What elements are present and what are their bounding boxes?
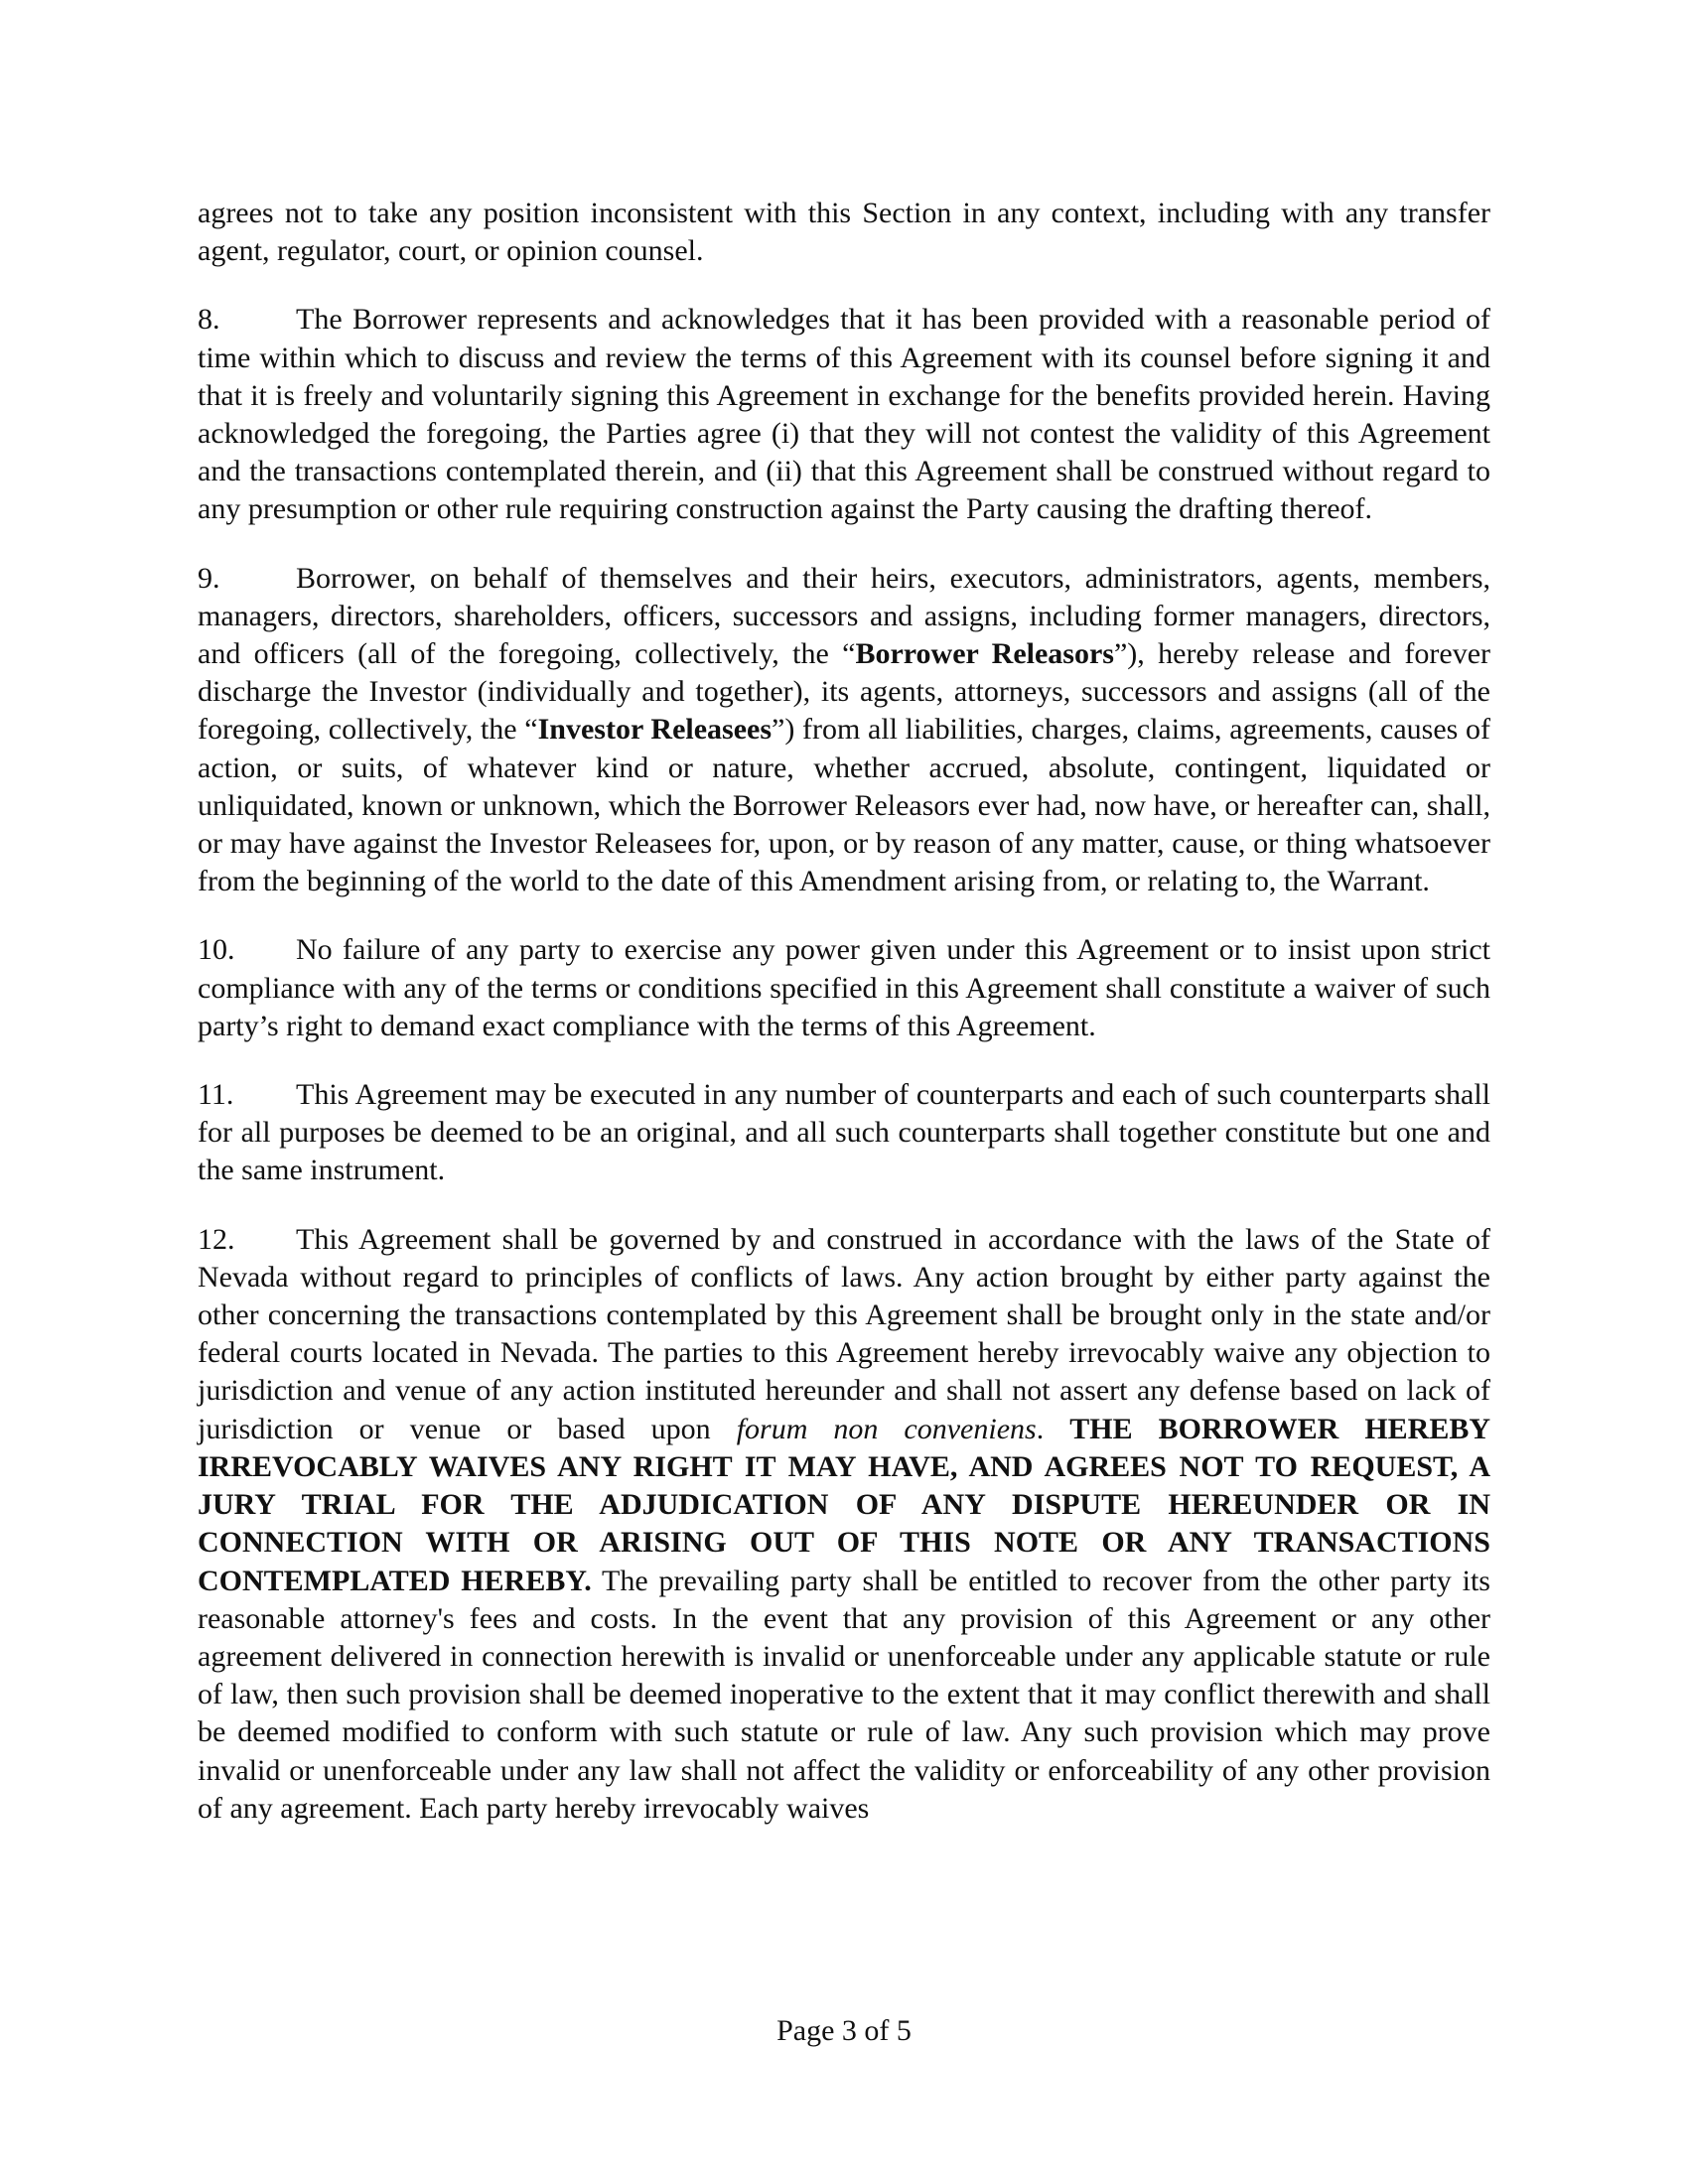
paragraph-text: No failure of any party to exercise any power given under this Agreement or to insist upon strict compliance with any of the terms or conditions specified in this Agreement shall constitute a waiver of such party’s right to demand exact compliance with the terms of this Agreement. — [198, 933, 1490, 1042]
paragraph-11 — [198, 1076, 1490, 1190]
paragraph-10 — [198, 931, 1490, 1045]
defined-term-investor-releasees: Investor Releasees — [537, 713, 773, 747]
paragraph-text: Borrower, on behalf of themselves and their heirs, executors, administrators, agents, members, managers, directors, shareholders, officers, successors and assigns, including former managers, directors, and officers (all of the foregoing, collectively, the “ — [198, 561, 1490, 671]
paragraph-text: This Agreement shall be governed by and construed in accordance with the laws of the State of Nevada without regard to principles of conflicts of laws. Any action brought by either party against the other concerning the transactions contemplated by this Agreement shall be brought only in the state and/or federal courts located in Nevada. The parties to this Agreement hereby irrevocably waive any objection to jurisdiction and venue of any action instituted hereunder and shall not assert any defense based on lack of jurisdiction or venue or based upon — [198, 1222, 1490, 1445]
document-page — [198, 195, 1490, 1858]
page-number: Page 3 of 5 — [776, 2014, 912, 2047]
defined-term-borrower-releasors: Borrower Releasors — [855, 637, 1114, 671]
paragraph-number: 12. — [198, 1222, 235, 1256]
jury-waiver-clause: THE BORROWER HEREBY IRREVOCABLY WAIVES ANY RIGHT IT MAY HAVE, AND AGREES NOT TO REQUEST, A JURY TRIAL FOR THE ADJUDICATION OF ANY DISPUTE HEREUNDER OR IN CONNECTION WITH OR ARISING OUT OF THIS NOTE OR ANY TRANSACTIONS CONTEMPLATED HEREBY. — [198, 1412, 1491, 1597]
paragraph-number: 8. — [198, 303, 220, 337]
paragraph-8 — [198, 301, 1490, 528]
paragraph-text: agrees not to take any position inconsistent with this Section in any context, including with any transfer agent, regulator, court, or opinion counsel. — [198, 197, 1490, 268]
paragraph-text: ”), hereby release and forever discharge the Investor (individually and together), its agents, attorneys, successors and assigns (all of the foregoing, collectively, the “ — [198, 637, 1491, 747]
paragraph-number: 9. — [198, 561, 220, 595]
paragraph-9 — [198, 560, 1490, 901]
italic-phrase-forum-non-conveniens: forum non conveniens — [736, 1412, 1037, 1445]
paragraph-text: The Borrower represents and acknowledges that it has been provided with a reasonable period of time within which to discuss and review the terms of this Agreement with its counsel before signing it and that it is freely and voluntarily signing this Agreement in exchange for the benefits provided herein. Having acknowledged the foregoing, the Parties agree (i) that they will not contest the validity of this Agreement and the transactions contemplated therein, and (ii) that this Agreement shall be construed without regard to any presumption or other rule requiring construction against the Party causing the drafting thereof. — [198, 303, 1490, 526]
paragraph-text: ”) from all liabilities, charges, claims, agreements, causes of action, or suits, of whatever kind or nature, whether accrued, absolute, contingent, liquidated or unliquidated, known or unknown, which the Borrower Releasors ever had, now have, or hereafter can, shall, or may have against the Investor Releasees for, upon, or by reason of any matter, cause, or thing whatsoever from the beginning of the world to the date of this Amendment arising from, or relating to, the Warrant. — [198, 713, 1490, 898]
paragraph-7-continuation — [198, 195, 1490, 270]
paragraph-text: . — [1036, 1412, 1070, 1445]
paragraph-number: 11. — [198, 1078, 234, 1112]
paragraph-text: The prevailing party shall be entitled to recover from the other party its reasonable attorney's fees and costs. In the event that any provision of this Agreement or any other agreement delivered in connection herewith is invalid or unenforceable under any applicable statute or rule of law, then such provision shall be deemed inoperative to the extent that it may conflict therewith and shall be deemed modified to conform with such statute or rule of law. Any such provision which may prove invalid or unenforceable under any law shall not affect the validity or enforceability of any other provision of any agreement. Each party hereby irrevocably waives — [198, 1564, 1490, 1825]
paragraph-number: 10. — [198, 933, 235, 967]
paragraph-text: This Agreement may be executed in any number of counterparts and each of such counterparts shall for all purposes be deemed to be an original, and all such counterparts shall together constitute but one and the same instrument. — [198, 1078, 1490, 1187]
paragraph-12 — [198, 1221, 1490, 1828]
